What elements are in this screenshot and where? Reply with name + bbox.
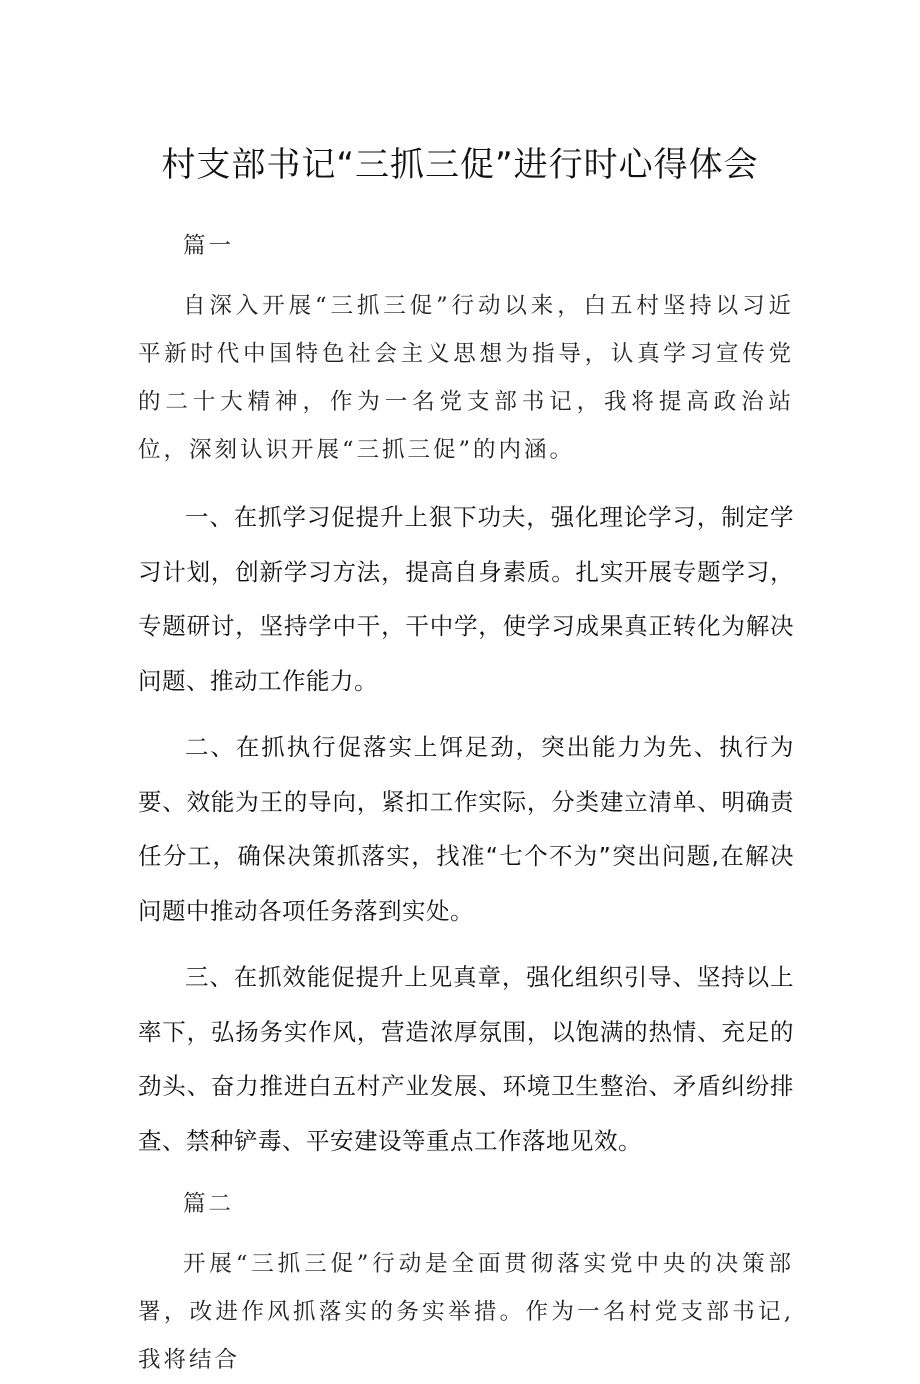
paragraph-point-2: 二、在抓执行促落实上饵足劲，突出能力为先、执行为要、效能为王的导向，紧扣工作实际，分类建立清单、明确责任分工，确保决策抓落实，找准“七个不为”突出问题,在解决问题中推动各项任务落到实处。 [138, 733, 794, 925]
paragraph-point-1: 一、在抓学习促提升上狠下功夫，强化理论学习，制定学习计划，创新学习方法，提高自身素质。扎实开展专题学习，专题研讨，坚持学中干，干中学，使学习成果真正转化为解决问题、推动工作能力。 [138, 503, 794, 695]
paragraph-intro: 自深入开展“三抓三促”行动以来，白五村坚持以习近平新时代中国特色社会主义思想为指导，认真学习宣传党的二十大精神，作为一名党支部书记，我将提高政治站位，深刻认识开展“三抓三促”的内涵。 [138, 293, 794, 463]
paragraph-part2-intro: 开展“三抓三促”行动是全面贯彻落实党中央的决策部署，改进作风抓落实的务实举措。作为一名村党支部书记,我将结合 [138, 1251, 794, 1373]
paragraph-point-3: 三、在抓效能促提升上见真章，强化组织引导、坚持以上率下，弘扬务实作风，营造浓厚氛围，以饱满的热情、充足的劲头、奋力推进白五村产业发展、环境卫生整治、矛盾纠纷排查、禁种铲毒、平安建设等重点工作落地见效。 [138, 963, 794, 1155]
document-title: 村支部书记“三抓三促”进行时心得体会 [161, 145, 759, 185]
section-label: 篇二 [183, 1191, 235, 1217]
document-body [138, 222, 794, 1384]
section-label: 篇一 [183, 233, 235, 259]
